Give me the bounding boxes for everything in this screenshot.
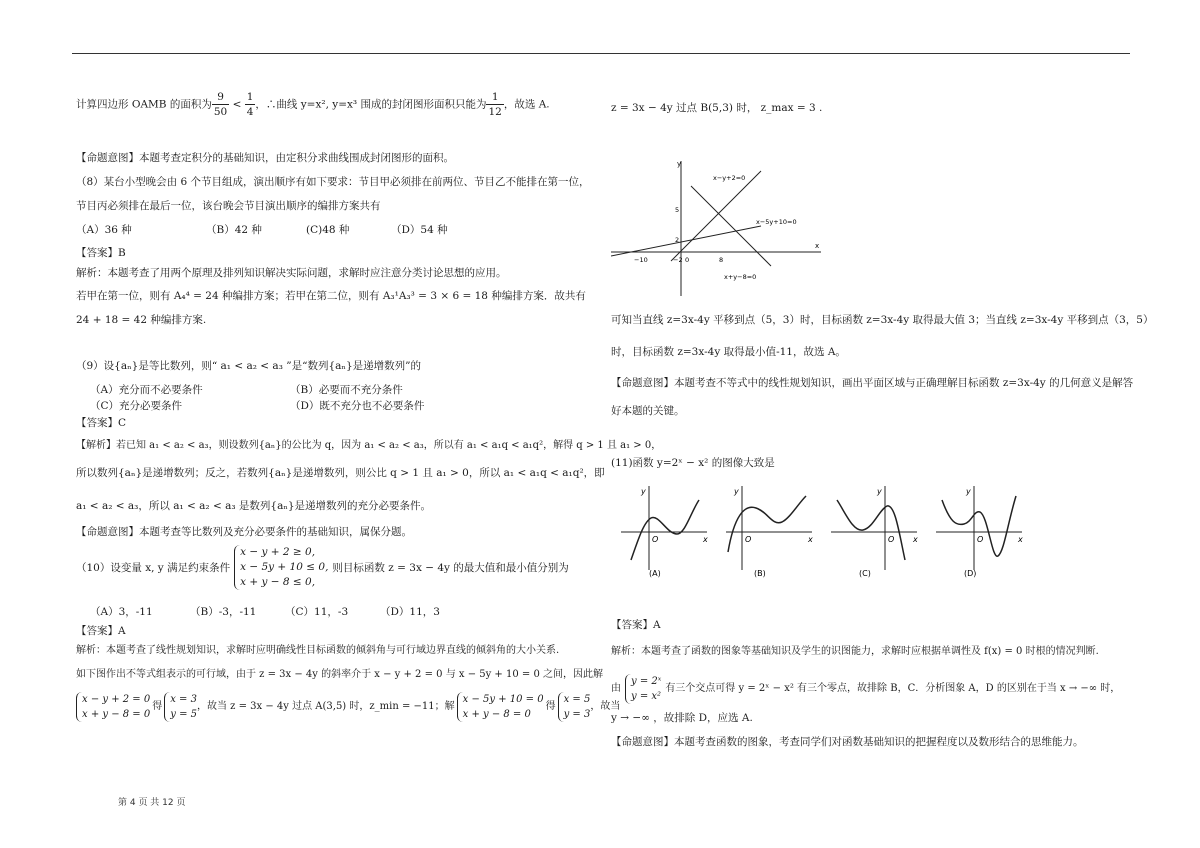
page-footer: 第 4 页 共 12 页: [118, 798, 186, 808]
equation: x + y − 8 = 0: [462, 709, 531, 720]
figure-label: (B): [754, 569, 766, 578]
origin-label: O: [745, 535, 752, 544]
question-11: (11)函数 y=2ˣ − x² 的图像大致是: [611, 457, 775, 469]
explanation-11-system: [611, 674, 1120, 704]
option-a: （A）36 种: [76, 224, 132, 236]
constraint: x − 5y + 10 ≤ 0,: [240, 561, 329, 573]
line-label: x+y−8=0: [724, 273, 757, 281]
option-a: （A）3，-11: [90, 606, 153, 618]
text: 由: [611, 683, 621, 694]
x-label: x: [815, 242, 820, 250]
tick-label: 8: [719, 256, 724, 264]
denominator: 4: [246, 106, 254, 118]
y-label: y: [966, 487, 971, 496]
option-b: （B）必要而不充分条件: [290, 384, 403, 396]
constraint: x + y − 8 ≤ 0,: [240, 576, 316, 588]
option-d: （D）11，3: [380, 606, 440, 618]
line-x-y-2: [671, 171, 761, 261]
figure-label: (D): [964, 569, 977, 578]
option-b: （B）-3，-11: [190, 606, 257, 618]
explanation-8-cont: 若甲在第一位，则有 A₄⁴ = 24 种编排方案；若甲在第二位，则有 A₃¹A₃³ = 3 × 6 = 18 种编排方案．故共有: [76, 290, 586, 302]
question-8-cont: 节目丙必须排在最后一位，该台晚会节目演出顺序的编排方案共有: [76, 200, 381, 212]
option-b: （B）42 种: [206, 224, 262, 236]
curve: [728, 496, 806, 552]
tick-label: −10: [634, 256, 648, 264]
fraction: [486, 90, 503, 119]
option-a: （A）充分而不必要条件: [90, 384, 203, 396]
less-than: <: [232, 98, 242, 111]
solution-a: [164, 692, 197, 722]
equation: y = 5: [170, 709, 197, 720]
y-label: y: [641, 487, 646, 496]
intent-paragraph: 【命题意图】本题考查定积分的基础知识，由定积分求曲线围成封闭图形的面积。: [76, 152, 454, 164]
y-label: y: [877, 487, 882, 496]
line-label: x−y+2=0: [713, 174, 746, 182]
y-label: y: [734, 487, 739, 496]
text: 有三个交点可得 y = 2ˣ − x² 有三个零点，故排除 B，C．分析图象 A，D 的区别在于当 x → −∞ 时，: [665, 683, 1121, 694]
origin-label: O: [977, 535, 984, 544]
header-rule: [72, 53, 1130, 54]
numerator: 1: [246, 91, 254, 103]
equation: y = 3: [563, 709, 591, 720]
explanation-9-end: a₁ < a₂ < a₃，所以 a₁ < a₂ < a₃ 是数列{aₙ}是递增数列的充分必要条件。: [76, 500, 432, 512]
explanation-9-cont: 所以数列{aₙ}是递增数列；反之，若数列{aₙ}是递增数列，则公比 q > 1 且 a₁ > 0，所以 a₁ < a₁q < a₁q²，即: [76, 467, 605, 479]
text: 得: [545, 701, 556, 712]
question-8: （8）某台小型晚会由 6 个节目组成，演出顺序有如下要求：节目甲必须排在前两位、节目乙不能排在第一位，: [76, 176, 590, 188]
option-c: （C）充分必要条件: [90, 400, 183, 412]
graph-a: [621, 486, 708, 578]
figure-label: (C): [859, 569, 871, 578]
origin-label: O: [652, 535, 659, 544]
tick-label: −2: [673, 256, 683, 264]
q10-options: [90, 604, 440, 620]
curve: [837, 500, 905, 560]
explanation-10: 解析：本题考查了线性规划知识，求解时应明确线性目标函数的倾斜角与可行域边界直线的倾斜角的大小关系.: [76, 645, 560, 656]
explanation-11-end: y → −∞ ，故排除 D，应选 A.: [611, 712, 753, 724]
explanation-10-cont: 如下图作出不等式组表示的可行域，由于 z = 3x − 4y 的斜率介于 x − y + 2 = 0 与 x − 5y + 10 = 0 之间，因此解: [76, 669, 603, 680]
explanation-line: 可知当直线 z=3x-4y 平移到点（5，3）时，目标函数 z=3x-4y 取得最大值 3；当直线 z=3x-4y 平移到点（3，5）: [611, 314, 1154, 326]
constraint: x − y + 2 ≥ 0,: [240, 546, 316, 558]
answer-11: 【答案】A: [611, 619, 661, 631]
equation: x = 5: [563, 694, 591, 705]
feasible-region-graph: [611, 156, 831, 296]
option-d: （D）54 种: [391, 224, 448, 236]
text: （10）设变量 x, y 满足约束条件: [76, 561, 231, 574]
text: ，故选 A.: [503, 98, 550, 111]
answer-9: 【答案】C: [76, 417, 127, 429]
fraction: [212, 90, 229, 119]
tick-label: 2: [675, 236, 680, 244]
explanation-8: 解析：本题考查了用两个原理及排列知识解决实际问题，求解时应注意分类讨论思想的应用。: [76, 267, 507, 279]
q8-options: [76, 222, 476, 238]
option-c: （C）11，-3: [285, 606, 349, 618]
system-a: [76, 692, 150, 722]
tick-label: 5: [675, 206, 680, 214]
equation: x − 5y + 10 = 0: [462, 694, 544, 705]
answer-8: 【答案】B: [76, 247, 126, 259]
text: 得: [152, 701, 163, 712]
curve: [631, 500, 699, 560]
x-label: x: [703, 535, 708, 544]
equation: x + y − 8 = 0: [82, 709, 151, 720]
graph-d: [936, 486, 1023, 578]
equation-system: [625, 674, 661, 704]
intent-10-end: 好本题的关键。: [611, 405, 685, 417]
origin-label: O: [888, 535, 895, 544]
equation: x − y + 2 = 0: [82, 694, 151, 705]
answer-10: 【答案】A: [76, 625, 126, 637]
answer-graphs: [619, 482, 1029, 578]
option-d: （D）既不充分也不必要条件: [290, 400, 425, 412]
figure-label: (A): [649, 569, 661, 578]
numerator: 9: [212, 90, 229, 105]
fraction: [245, 90, 256, 119]
q9-options-row1: [90, 382, 403, 398]
intent-11: 【命题意图】本题考查函数的图象，考查同学们对函数基础知识的把握程度以及数形结合的思维能力。: [611, 736, 1084, 748]
question-10: [76, 545, 569, 590]
denominator: 50: [213, 106, 228, 118]
text: ，故当 z = 3x − 4y 过点 A(3,5) 时，: [196, 701, 370, 712]
line-zmax: z = 3x − 4y 过点 B(5,3) 时， z_max = 3 .: [611, 102, 823, 114]
graph-b: [726, 486, 813, 578]
text: z_min = −11；解: [369, 701, 455, 712]
explanation-9: 【解析】若已知 a₁ < a₂ < a₃，则设数列{aₙ}的公比为 q，因为 a₁ < a₂ < a₃，所以有 a₁ < a₁q < a₁q²，解得 q > 1 且 a₁ > 0，: [76, 440, 662, 451]
y-label: y: [677, 160, 682, 168]
explanation-10-systems: [76, 692, 620, 722]
line-label: x−5y+10=0: [756, 218, 797, 226]
constraint-system: [234, 545, 328, 590]
text: 则目标函数 z = 3x − 4y 的最大值和最小值分别为: [332, 561, 569, 574]
solution-b: [558, 692, 591, 722]
intent-9: 【命题意图】本题考查等比数列及充分必要条件的基础知识，属保分题。: [76, 526, 412, 538]
text: ，∴曲线 y=x², y=x³ 围成的封闭图形面积只能为: [255, 98, 487, 111]
equation: y = 2ˣ: [631, 676, 662, 687]
tick-label: 0: [685, 256, 690, 264]
numerator: 1: [486, 90, 503, 105]
x-label: x: [1018, 535, 1023, 544]
equation: y = x²: [631, 691, 662, 702]
q9-options-row2: [90, 398, 424, 414]
intent-10: 【命题意图】本题考查不等式中的线性规划知识，画出平面区域与正确理解目标函数 z=3x-4y 的几何意义是解答: [611, 377, 1134, 389]
explanation-line: 时，目标函数 z=3x-4y 取得最小值-11，故选 A。: [611, 346, 846, 358]
option-c: (C)48 种: [306, 224, 350, 236]
line-area: [76, 90, 550, 119]
explanation-8-end: 24 + 18 = 42 种编排方案.: [76, 314, 207, 326]
x-label: x: [913, 535, 918, 544]
equation: x = 3: [170, 694, 197, 705]
text: 计算四边形 OAMB 的面积为: [76, 98, 212, 111]
question-9: （9）设{aₙ}是等比数列，则“ a₁ < a₂ < a₃ ”是“数列{aₙ}是递增数列”的: [76, 360, 422, 372]
denominator: 12: [488, 106, 502, 118]
curve: [942, 496, 1016, 556]
graph-c: [831, 486, 918, 578]
explanation-11: 解析：本题考查了函数的图象等基础知识及学生的识图能力，求解时应根据单调性及 f(x) = 0 时根的情况判断.: [611, 646, 1099, 657]
system-b: [457, 692, 544, 722]
x-label: x: [808, 535, 813, 544]
text: ，故当: [590, 701, 621, 712]
